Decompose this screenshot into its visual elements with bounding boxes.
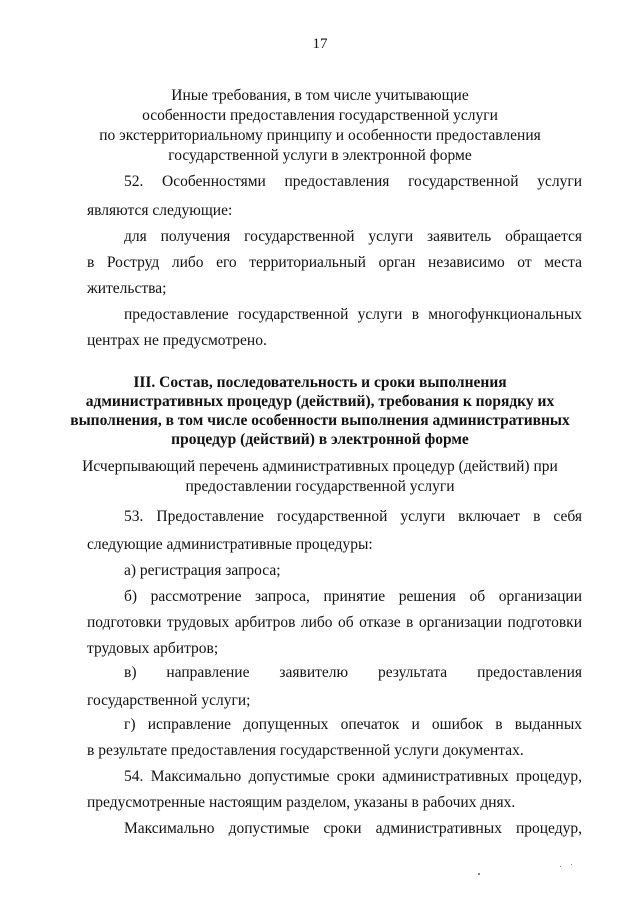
page-number: 17 (312, 36, 328, 52)
paragraph-54b-line: Максимально допустимые сроки административных процедур, (124, 820, 582, 837)
chapter-heading (60, 373, 580, 449)
scan-speck (571, 864, 572, 865)
chapter-heading-line: процедур (действий) в электронной форме (171, 431, 469, 448)
paragraph-53c-line: государственной услуги; (87, 692, 251, 709)
scan-speck (478, 873, 480, 875)
paragraph-52-line: являются следующие: (87, 202, 233, 219)
paragraph-52b-line: центрах не предусмотрено. (87, 332, 267, 349)
paragraph-54-line: предусмотренные настоящим разделом, указаны в рабочих днях. (87, 794, 516, 811)
paragraph-53b-line: подготовки трудовых арбитров либо об отказе в организации подготовки (87, 614, 582, 631)
paragraph-52a-line: для получения государственной услуги заявитель обращается (124, 228, 582, 245)
paragraph-53b-line: б) рассмотрение запроса, принятие решения об организации (124, 588, 582, 605)
paragraph-53a-line: а) регистрация запроса; (124, 562, 281, 579)
paragraph-52-line: 52. Особенностями предоставления государственной услуги (124, 173, 582, 190)
paragraph-53d-line: г) исправление допущенных опечаток и ошибок в выданных (124, 716, 582, 733)
paragraph-52b-line: предоставление государственной услуги в многофункциональных (124, 306, 582, 323)
section-heading-line: Иные требования, в том числе учитывающие (171, 87, 469, 104)
section-heading-line: государственной услуги в электронной форме (168, 147, 472, 164)
scan-speck (560, 866, 561, 867)
paragraph-54-line: 54. Максимально допустимые сроки административных процедур, (124, 768, 582, 785)
paragraph-52a-line: жительства; (87, 280, 167, 297)
section-heading (60, 86, 580, 166)
chapter-heading-line: выполнения, в том числе особенности выполнения административных (70, 412, 570, 429)
paragraph-53c-line: в) направление заявителю результата предоставления (124, 664, 582, 681)
chapter-heading-line: административных процедур (действий), требования к порядку их (85, 393, 555, 410)
paragraph-52a-line: в Роструд либо его территориальный орган независимо от места (87, 254, 582, 271)
paragraph-53b-line: трудовых арбитров; (87, 640, 219, 657)
chapter-heading-line: III. Состав, последовательность и сроки выполнения (133, 374, 507, 391)
paragraph-53-line: следующие административные процедуры: (87, 536, 373, 553)
paragraph-53d-line: в результате предоставления государственной услуги документах. (87, 742, 524, 759)
sub-heading (60, 457, 580, 497)
paragraph-53-line: 53. Предоставление государственной услуги включает в себя (124, 508, 582, 525)
section-heading-line: по экстерриториальному принципу и особенности предоставления (99, 127, 541, 144)
sub-heading-line: предоставлении государственной услуги (185, 478, 455, 495)
section-heading-line: особенности предоставления государственной услуги (142, 107, 498, 124)
sub-heading-line: Исчерпывающий перечень административных процедур (действий) при (82, 458, 558, 475)
